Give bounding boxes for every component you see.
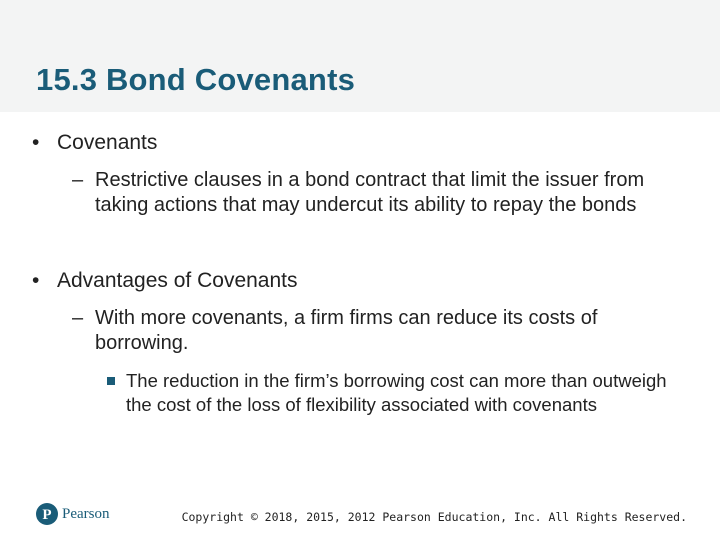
svg-text:P: P: [42, 507, 52, 523]
bullet-label: Advantages of Covenants: [57, 269, 298, 292]
dash-icon: –: [72, 169, 84, 191]
subbullet-text: With more covenants, a firm firms can reduce its costs of borrowing.: [95, 307, 598, 354]
bullet-label: Covenants: [57, 131, 158, 154]
pearson-logo: [36, 502, 110, 526]
slide-title: 15.3 Bond Covenants: [36, 62, 356, 97]
pearson-wordmark: Pearson: [62, 505, 110, 522]
pearson-p-icon: [36, 503, 58, 525]
pearson-p-glyph: [36, 503, 58, 525]
square-bullet-icon: [107, 377, 115, 385]
bullet-dot-icon: •: [32, 269, 40, 292]
bullet-dot-icon: •: [32, 131, 40, 154]
copyright-notice: Copyright © 2018, 2015, 2012 Pearson Education, Inc. All Rights Reserved.: [181, 510, 687, 524]
subsubbullet-text: The reduction in the firm’s borrowing cost can more than outweigh the cost of the loss of flexibility associated with covenants: [126, 370, 667, 415]
subbullet-text: Restrictive clauses in a bond contract that limit the issuer from taking actions that may undercut its ability to repay the bonds: [95, 169, 645, 216]
dash-icon: –: [72, 307, 84, 329]
